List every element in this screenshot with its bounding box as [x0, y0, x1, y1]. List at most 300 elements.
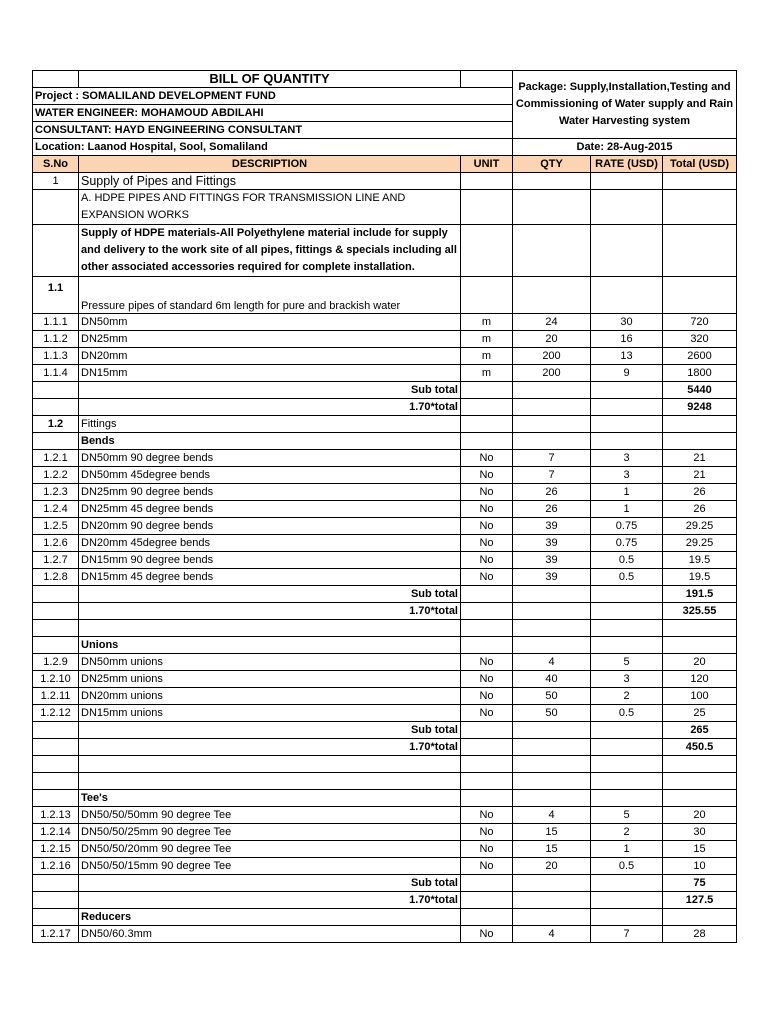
subtotal-row	[33, 586, 737, 603]
table-row	[33, 705, 737, 722]
empty-cell	[461, 277, 513, 314]
empty-cell	[461, 382, 513, 399]
table-row	[33, 450, 737, 467]
item-total: 26	[663, 484, 737, 501]
group-label-row	[33, 637, 737, 654]
item-description: DN50mm 90 degree bends	[79, 450, 461, 467]
empty-cell	[513, 909, 591, 926]
empty-cell	[461, 190, 513, 225]
group-sno	[33, 909, 79, 926]
bill-of-quantity-sheet	[32, 70, 737, 943]
item-qty: 4	[513, 807, 591, 824]
table-row	[33, 841, 737, 858]
table-row	[33, 569, 737, 586]
empty-cell	[663, 225, 737, 277]
empty-cell	[591, 416, 663, 433]
item-qty: 26	[513, 484, 591, 501]
section-title: Supply of Pipes and Fittings	[79, 173, 461, 190]
item-rate: 9	[591, 365, 663, 382]
subtotal-row	[33, 382, 737, 399]
group-label-row	[33, 416, 737, 433]
item-unit: No	[461, 467, 513, 484]
table-row	[33, 348, 737, 365]
empty-cell	[591, 790, 663, 807]
empty-cell	[591, 277, 663, 314]
empty-cell	[591, 756, 663, 773]
table-row	[33, 314, 737, 331]
table-row	[33, 484, 737, 501]
item-unit: No	[461, 705, 513, 722]
subtotal-row-value: 75	[663, 875, 737, 892]
item-total: 21	[663, 450, 737, 467]
empty-cell	[663, 790, 737, 807]
empty-cell	[591, 722, 663, 739]
item-unit: No	[461, 671, 513, 688]
item-description: DN50/50/50mm 90 degree Tee	[79, 807, 461, 824]
item-description: DN20mm 90 degree bends	[79, 518, 461, 535]
table-row	[33, 807, 737, 824]
empty-cell	[33, 620, 79, 637]
item-qty: 24	[513, 314, 591, 331]
table-row	[33, 688, 737, 705]
item-total: 19.5	[663, 569, 737, 586]
group-sno	[33, 637, 79, 654]
empty-cell	[461, 739, 513, 756]
item-unit: m	[461, 331, 513, 348]
empty-cell	[513, 722, 591, 739]
empty-cell	[513, 790, 591, 807]
item-rate: 1	[591, 501, 663, 518]
empty-cell	[513, 756, 591, 773]
item-unit: No	[461, 858, 513, 875]
item-rate: 1	[591, 841, 663, 858]
empty-cell	[591, 586, 663, 603]
empty-cell	[591, 875, 663, 892]
factor-total-row-value: 127.5	[663, 892, 737, 909]
item-total: 26	[663, 501, 737, 518]
empty-cell	[663, 637, 737, 654]
table-row	[33, 365, 737, 382]
empty-cell	[591, 433, 663, 450]
item-sno: 1.1.2	[33, 331, 79, 348]
group-sno	[33, 790, 79, 807]
table-row	[33, 467, 737, 484]
item-sno: 1.2.16	[33, 858, 79, 875]
item-total: 2600	[663, 348, 737, 365]
header-total: Total (USD)	[663, 156, 737, 173]
boq-table	[32, 70, 737, 943]
empty-cell	[461, 722, 513, 739]
subtotal-row-label: Sub total	[79, 722, 461, 739]
item-description: DN15mm unions	[79, 705, 461, 722]
item-unit: No	[461, 807, 513, 824]
item-unit: No	[461, 535, 513, 552]
project-line: Project : SOMALILAND DEVELOPMENT FUND	[33, 88, 513, 105]
item-qty: 20	[513, 331, 591, 348]
item-description: DN50mm unions	[79, 654, 461, 671]
item-description: DN50mm	[79, 314, 461, 331]
empty-cell	[663, 190, 737, 225]
item-sno: 1.2.1	[33, 450, 79, 467]
empty-cell	[663, 277, 737, 314]
item-qty: 200	[513, 348, 591, 365]
empty-cell	[663, 173, 737, 190]
empty-cell	[461, 416, 513, 433]
factor-total-row-label: 1.70*total	[79, 603, 461, 620]
item-description: DN50mm 45degree bends	[79, 467, 461, 484]
factor-total-row-label: 1.70*total	[79, 892, 461, 909]
group-label-row	[33, 790, 737, 807]
engineer-line: WATER ENGINEER: MOHAMOUD ABDILAHI	[33, 105, 513, 122]
empty-cell	[461, 603, 513, 620]
empty-cell	[461, 875, 513, 892]
item-rate: 0.75	[591, 518, 663, 535]
empty-cell	[461, 637, 513, 654]
item-description: DN20mm unions	[79, 688, 461, 705]
empty-cell	[591, 773, 663, 790]
item-sno: 1.2.5	[33, 518, 79, 535]
item-rate: 0.5	[591, 858, 663, 875]
empty-cell	[461, 790, 513, 807]
table-row	[33, 331, 737, 348]
package-description: Package: Supply,Installation,Testing and Commissioning of Water supply and Rain Water Harvesting system	[513, 71, 737, 139]
item-unit: No	[461, 518, 513, 535]
header-rate: RATE (USD)	[591, 156, 663, 173]
document-title: BILL OF QUANTITY	[79, 71, 461, 88]
item-total: 10	[663, 858, 737, 875]
table-row	[33, 824, 737, 841]
item-sno: 1.2.9	[33, 654, 79, 671]
empty-cell	[591, 909, 663, 926]
item-sno: 1.1.4	[33, 365, 79, 382]
item-qty: 20	[513, 858, 591, 875]
subtotal-row	[33, 722, 737, 739]
item-description: DN50/60.3mm	[79, 926, 461, 943]
empty-cell	[513, 416, 591, 433]
item-description: DN50/50/15mm 90 degree Tee	[79, 858, 461, 875]
table-row	[33, 926, 737, 943]
empty-cell	[33, 756, 79, 773]
item-total: 20	[663, 807, 737, 824]
item-rate: 1	[591, 484, 663, 501]
item-sno: 1.2.10	[33, 671, 79, 688]
item-sno: 1.2.8	[33, 569, 79, 586]
item-unit: m	[461, 314, 513, 331]
item-rate: 3	[591, 467, 663, 484]
factor-total-row-value: 325.55	[663, 603, 737, 620]
location-line: Location: Laanod Hospital, Sool, Somaliland	[33, 139, 513, 156]
item-qty: 39	[513, 569, 591, 586]
date-line: Date: 28-Aug-2015	[513, 139, 737, 156]
title-left-cell	[33, 71, 79, 88]
empty-cell	[513, 586, 591, 603]
item-unit: No	[461, 552, 513, 569]
empty-cell	[461, 773, 513, 790]
subtotal-row-value: 191.5	[663, 586, 737, 603]
empty-cell	[33, 190, 79, 225]
empty-cell	[591, 190, 663, 225]
group-label: Unions	[79, 637, 461, 654]
subtotal-row-label: Sub total	[79, 586, 461, 603]
item-total: 720	[663, 314, 737, 331]
group-label: Reducers	[79, 909, 461, 926]
blank-row	[33, 773, 737, 790]
item-description: DN25mm	[79, 331, 461, 348]
item-unit: No	[461, 654, 513, 671]
empty-cell	[513, 277, 591, 314]
item-sno: 1.2.2	[33, 467, 79, 484]
subtotal-row-label: Sub total	[79, 382, 461, 399]
group-label: Fittings	[79, 416, 461, 433]
empty-cell	[79, 620, 461, 637]
blank-row	[33, 756, 737, 773]
empty-cell	[663, 909, 737, 926]
item-total: 30	[663, 824, 737, 841]
header-sno: S.No	[33, 156, 79, 173]
empty-cell	[33, 722, 79, 739]
empty-cell	[591, 637, 663, 654]
empty-cell	[513, 637, 591, 654]
item-description: DN15mm 90 degree bends	[79, 552, 461, 569]
item-unit: m	[461, 365, 513, 382]
item-qty: 50	[513, 705, 591, 722]
header-qty: QTY	[513, 156, 591, 173]
empty-cell	[591, 892, 663, 909]
item-description: DN25mm unions	[79, 671, 461, 688]
empty-cell	[461, 225, 513, 277]
empty-cell	[79, 773, 461, 790]
empty-cell	[663, 433, 737, 450]
item-total: 120	[663, 671, 737, 688]
title-right-cell	[461, 71, 513, 88]
empty-cell	[513, 875, 591, 892]
section-subtitle: A. HDPE PIPES AND FITTINGS FOR TRANSMISSION LINE AND EXPANSION WORKS	[79, 190, 461, 225]
empty-cell	[33, 892, 79, 909]
item-qty: 15	[513, 824, 591, 841]
item-rate: 30	[591, 314, 663, 331]
empty-cell	[591, 225, 663, 277]
group-label-row	[33, 909, 737, 926]
empty-cell	[33, 875, 79, 892]
item-rate: 7	[591, 926, 663, 943]
item-description: DN20mm	[79, 348, 461, 365]
blank-row	[33, 620, 737, 637]
group-sno: 1.2	[33, 416, 79, 433]
empty-cell	[513, 433, 591, 450]
empty-cell	[513, 173, 591, 190]
group-label-row	[33, 433, 737, 450]
item-unit: No	[461, 926, 513, 943]
item-unit: No	[461, 841, 513, 858]
consultant-line: CONSULTANT: HAYD ENGINEERING CONSULTANT	[33, 122, 513, 139]
item-qty: 4	[513, 926, 591, 943]
item-description: DN20mm 45degree bends	[79, 535, 461, 552]
item-rate: 13	[591, 348, 663, 365]
item-qty: 7	[513, 450, 591, 467]
item-qty: 15	[513, 841, 591, 858]
item-sno: 1.2.6	[33, 535, 79, 552]
section-sno: 1	[33, 173, 79, 190]
section-note: Supply of HDPE materials-All Polyethylene material include for supply and delivery to the work site of all pipes, fittings & specials including all other associated accessories required for complete installation.	[79, 225, 461, 277]
item-unit: No	[461, 569, 513, 586]
empty-cell	[591, 739, 663, 756]
item-unit: No	[461, 824, 513, 841]
empty-cell	[663, 416, 737, 433]
item-total: 28	[663, 926, 737, 943]
empty-cell	[33, 399, 79, 416]
subsection-description: Pressure pipes of standard 6m length for pure and brackish water	[79, 277, 461, 314]
item-unit: m	[461, 348, 513, 365]
empty-cell	[513, 603, 591, 620]
item-rate: 0.75	[591, 535, 663, 552]
empty-cell	[33, 739, 79, 756]
table-row	[33, 552, 737, 569]
group-label: Tee's	[79, 790, 461, 807]
table-row	[33, 858, 737, 875]
empty-cell	[461, 433, 513, 450]
empty-cell	[79, 756, 461, 773]
empty-cell	[591, 382, 663, 399]
item-sno: 1.2.15	[33, 841, 79, 858]
empty-cell	[513, 739, 591, 756]
item-total: 1800	[663, 365, 737, 382]
item-total: 320	[663, 331, 737, 348]
item-qty: 200	[513, 365, 591, 382]
empty-cell	[33, 382, 79, 399]
empty-cell	[461, 909, 513, 926]
item-rate: 3	[591, 450, 663, 467]
item-description: DN25mm 45 degree bends	[79, 501, 461, 518]
factor-total-row	[33, 739, 737, 756]
subtotal-row-value: 5440	[663, 382, 737, 399]
empty-cell	[461, 620, 513, 637]
empty-cell	[513, 773, 591, 790]
factor-total-row-label: 1.70*total	[79, 739, 461, 756]
item-description: DN50/50/20mm 90 degree Tee	[79, 841, 461, 858]
empty-cell	[591, 173, 663, 190]
empty-cell	[513, 190, 591, 225]
item-qty: 50	[513, 688, 591, 705]
empty-cell	[461, 756, 513, 773]
item-unit: No	[461, 484, 513, 501]
table-row	[33, 654, 737, 671]
item-rate: 5	[591, 654, 663, 671]
header-description: DESCRIPTION	[79, 156, 461, 173]
empty-cell	[591, 620, 663, 637]
item-description: DN15mm	[79, 365, 461, 382]
item-sno: 1.2.14	[33, 824, 79, 841]
item-sno: 1.1.1	[33, 314, 79, 331]
empty-cell	[513, 620, 591, 637]
item-description: DN50/50/25mm 90 degree Tee	[79, 824, 461, 841]
item-unit: No	[461, 450, 513, 467]
item-total: 25	[663, 705, 737, 722]
empty-cell	[513, 382, 591, 399]
item-qty: 39	[513, 518, 591, 535]
table-row	[33, 535, 737, 552]
item-rate: 2	[591, 688, 663, 705]
item-total: 15	[663, 841, 737, 858]
empty-cell	[33, 225, 79, 277]
item-total: 29.25	[663, 535, 737, 552]
factor-total-row	[33, 603, 737, 620]
item-rate: 0.5	[591, 705, 663, 722]
item-total: 29.25	[663, 518, 737, 535]
item-qty: 4	[513, 654, 591, 671]
empty-cell	[33, 586, 79, 603]
column-header-row	[33, 156, 737, 173]
item-unit: No	[461, 688, 513, 705]
item-sno: 1.2.7	[33, 552, 79, 569]
subsection-sno: 1.1	[33, 277, 79, 314]
item-total: 100	[663, 688, 737, 705]
item-rate: 3	[591, 671, 663, 688]
item-sno: 1.2.17	[33, 926, 79, 943]
item-qty: 7	[513, 467, 591, 484]
item-sno: 1.1.3	[33, 348, 79, 365]
item-rate: 5	[591, 807, 663, 824]
group-sno	[33, 433, 79, 450]
item-rate: 2	[591, 824, 663, 841]
factor-total-row	[33, 399, 737, 416]
item-description: DN25mm 90 degree bends	[79, 484, 461, 501]
factor-total-row-label: 1.70*total	[79, 399, 461, 416]
item-description: DN15mm 45 degree bends	[79, 569, 461, 586]
empty-cell	[591, 603, 663, 620]
item-rate: 16	[591, 331, 663, 348]
item-sno: 1.2.13	[33, 807, 79, 824]
item-rate: 0.5	[591, 569, 663, 586]
item-qty: 39	[513, 552, 591, 569]
table-row	[33, 501, 737, 518]
item-qty: 40	[513, 671, 591, 688]
subtotal-row-value: 265	[663, 722, 737, 739]
empty-cell	[663, 773, 737, 790]
empty-cell	[461, 399, 513, 416]
subtotal-row	[33, 875, 737, 892]
item-sno: 1.2.4	[33, 501, 79, 518]
empty-cell	[591, 399, 663, 416]
empty-cell	[461, 892, 513, 909]
item-total: 20	[663, 654, 737, 671]
empty-cell	[33, 773, 79, 790]
table-row	[33, 518, 737, 535]
factor-total-row-value: 9248	[663, 399, 737, 416]
item-qty: 26	[513, 501, 591, 518]
item-total: 19.5	[663, 552, 737, 569]
factor-total-row-value: 450.5	[663, 739, 737, 756]
item-unit: No	[461, 501, 513, 518]
header-unit: UNIT	[461, 156, 513, 173]
table-row	[33, 671, 737, 688]
factor-total-row	[33, 892, 737, 909]
item-sno: 1.2.3	[33, 484, 79, 501]
empty-cell	[513, 225, 591, 277]
group-label: Bends	[79, 433, 461, 450]
item-sno: 1.2.12	[33, 705, 79, 722]
empty-cell	[513, 399, 591, 416]
item-rate: 0.5	[591, 552, 663, 569]
empty-cell	[461, 586, 513, 603]
subtotal-row-label: Sub total	[79, 875, 461, 892]
empty-cell	[461, 173, 513, 190]
empty-cell	[33, 603, 79, 620]
empty-cell	[513, 892, 591, 909]
item-qty: 39	[513, 535, 591, 552]
empty-cell	[663, 620, 737, 637]
empty-cell	[663, 756, 737, 773]
item-total: 21	[663, 467, 737, 484]
